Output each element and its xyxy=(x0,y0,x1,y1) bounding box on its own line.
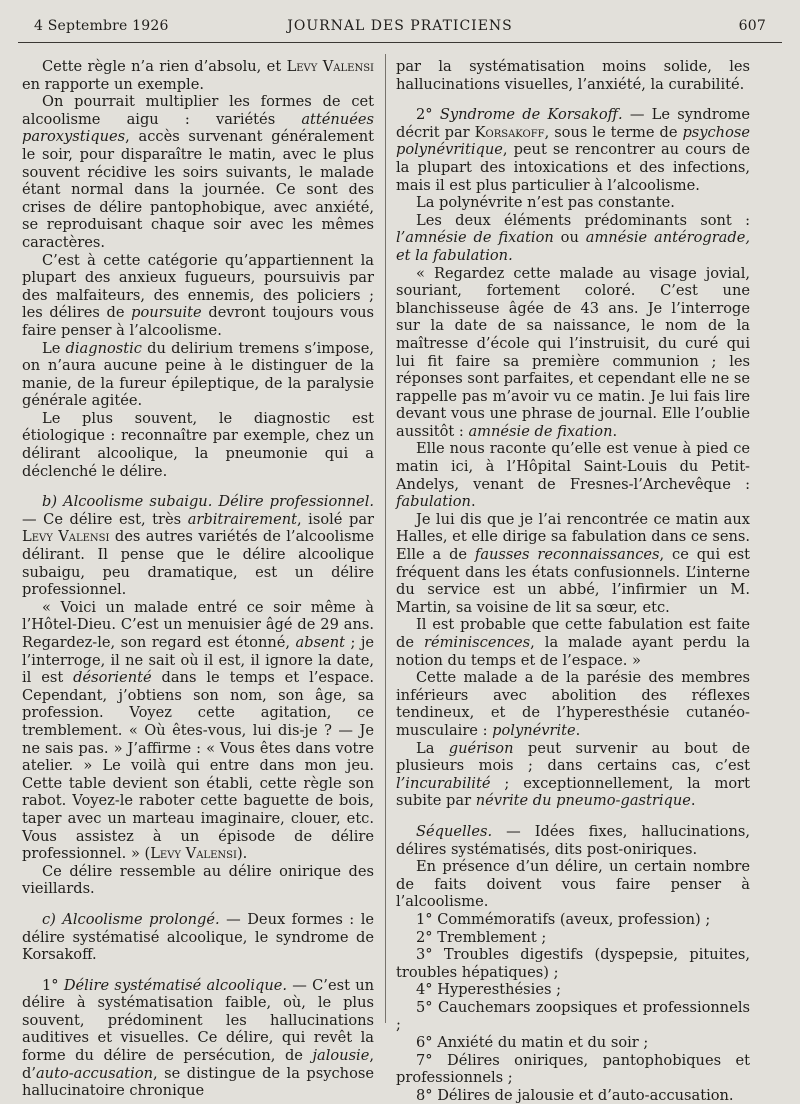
left-column xyxy=(22,58,375,1100)
journal-title: JOURNAL DES PRATICIENS xyxy=(287,18,513,34)
section-heading-paragraph: Séquelles. — Idées fixes, hallucinations, délires systématisés, dits post-oniriques. xyxy=(396,822,750,858)
paragraph: Je lui dis que je l’ai rencontrée ce matin aux Halles, et elle dirige sa fabulation dans ce sens. Elle a de fausses reconnaissances, ce qui est fréquent dans les états confusionnels. L’interne du service est un abbé, l’infirmier un M. Martin, sa voisine de lit sa sœur, etc. xyxy=(396,510,750,616)
paragraph: En présence d’un délire, un certain nombre de faits doivent vous faire penser à l’alcoolisme. xyxy=(396,858,750,911)
page-number: 607 xyxy=(738,18,766,34)
column-divider xyxy=(385,54,386,1023)
list-item: 6° Anxiété du matin et du soir ; xyxy=(416,1034,649,1052)
paragraph: On pourrait multiplier les formes de cet alcoolisme aigu : variétés atténuées paroxystiques, accès survenant généralement le soir, pour disparaître le matin, avec le plus souvent récidive les soirs suivants, le malade étant normal dans la journée. Ce sont des crises de délire pantophobique, avec anxiété, se reproduisant chaque soir avec les mêmes caractères. xyxy=(22,93,374,251)
section-heading: b) Alcoolisme subaigu. Délire professionnel. xyxy=(42,493,374,511)
list-item: 7° Délires oniriques, pantophobiques et professionnels ; xyxy=(396,1051,750,1087)
quotation-paragraph: « Regardez cette malade au visage jovial, souriant, fortement coloré. C’est une blanchisseuse âgée de 43 ans. Je l’interroge sur la date de sa naissance, le nom de la maîtresse d’école qui l’instruisit, du curé qui lui fit faire sa première communion ; les réponses sont parfaites, et cependant elle ne se rappelle pas m’avoir vu ce matin. Je lui fais lire devant vous une phrase de journal. Elle l’oublie aussitôt : amnésie de fixation. xyxy=(396,264,750,440)
paragraph: Elle nous raconte qu’elle est venue à pied ce matin ici, à l’Hôpital Saint-Louis du Petit-Andelys, venant de Fresnes-l’Archevêque : fabulation. xyxy=(396,440,750,511)
section-heading: c) Alcoolisme prolongé. xyxy=(42,910,220,928)
paragraph: Cette règle n’a rien d’absolu, et Levy Valensi en rapporte un exemple. xyxy=(22,58,374,93)
list-item: 5° Cauchemars zoopsiques et professionnels ; xyxy=(396,998,750,1034)
paragraph: Cette malade a de la parésie des membres inférieurs avec abolition des réflexes tendineux, et de l’hyperesthésie cutanéo-musculaire : polynévrite. xyxy=(396,669,750,739)
section-heading: Séquelles. xyxy=(416,822,493,840)
quotation-paragraph: « Voici un malade entré ce soir même à l’Hôtel-Dieu. C’est un menuisier âgé de 29 ans. Regardez-le, son regard est étonné, absent ; je l’interroge, il ne sait où il est, il ignore la date, il est désorienté dans le temps et l’espace. Cependant, j’obtiens son nom, son âge, sa profession. Voyez cette agitation, ce tremblement. « Où êtes-vous, lui dis-je ? — Je ne sais pas. » J’affirme : « Vous êtes dans votre atelier. » Le voilà qui entre dans mon jeu. Cette table devient son établi, cette règle son rabot. Voyez-le raboter cette baguette de bois, taper avec un marteau imaginaire, clouer, etc. Vous assistez à un épisode de délire professionnel. » (Levy Valensi). xyxy=(22,598,374,863)
paragraph: Le plus souvent, le diagnostic est étiologique : reconnaître par exemple, chez un délirant alcoolique, la pneumonie qui a déclenché le délire. xyxy=(22,409,374,480)
section-heading-paragraph: c) Alcoolisme prolongé. — Deux formes : le délire systématisé alcoolique, le syndrome de Korsakoff. xyxy=(22,910,374,964)
subsection-heading: Délire systématisé alcoolique. xyxy=(63,976,288,994)
list-item: 4° Hyperesthésies ; xyxy=(416,981,562,999)
paragraph: Il est probable que cette fabulation est faite de réminiscences, la malade ayant perdu la notion du temps et de l’espace. » xyxy=(396,616,751,669)
list-item: 3° Troubles digestifs (dyspepsie, pituites, troubles hépatiques) ; xyxy=(396,946,750,981)
subsection-paragraph: 1° Délire systématisé alcoolique. — C’est un délire à systématisation faible, où, le plus souvent, prédominent les hallucinations auditives et visuelles. Ce délire, qui revêt la forme du délire de persécution, de jalousie, d’auto-accusation, se distingue de la psychose hallucinatoire chronique xyxy=(22,976,374,1100)
subsection-paragraph: 2° Syndrome de Korsakoff. — Le syndrome décrit par Korsakoff, sous le terme de psychose polynévritique, peut se rencontrer au cours de la plupart des intoxications et des infections, mais il est plus particulier à l’alcoolisme. xyxy=(396,106,750,194)
list-item: 2° Tremblement ; xyxy=(416,928,547,946)
paragraph: par la systématisation moins solide, les hallucinations visuelles, l’anxiété, la curabilité. xyxy=(396,58,750,93)
paragraph: La polynévrite n’est pas constante. xyxy=(416,194,675,212)
paragraph: La guérison peut survenir au bout de plusieurs mois ; dans certains cas, c’est l’incurabilité ; exceptionnellement, la mort subite par névrite du pneumo-gastrique. xyxy=(396,739,750,810)
right-column xyxy=(396,58,751,1104)
list-item: 8° Délires de jalousie et d’auto-accusation. xyxy=(416,1086,734,1104)
running-header xyxy=(34,18,766,40)
paragraph: Les deux éléments prédominants sont : l’amnésie de fixation ou amnésie antérograde, et la fabulation. xyxy=(396,211,750,264)
issue-date: 4 Septembre 1926 xyxy=(34,18,169,34)
section-heading-paragraph: b) Alcoolisme subaigu. Délire professionnel. — Ce délire est, très arbitrairement, isolé par Levy Valensi des autres variétés de l’alcoolisme délirant. Il pense que le délire alcoolique subaigu, peu dramatique, est un délire professionnel. xyxy=(22,493,374,599)
paragraph: C’est à cette catégorie qu’appartiennent la plupart des anxieux fugueurs, poursuivis par des malfaiteurs, des ennemis, des policiers ; les délires de poursuite devront toujours vous faire penser à l’alcoolisme. xyxy=(22,251,375,339)
list-item: 1° Commémoratifs (aveux, profession) ; xyxy=(416,910,711,928)
paragraph: Ce délire ressemble au délire onirique des vieillards. xyxy=(22,862,374,898)
subsection-heading: Syndrome de Korsakoff. xyxy=(439,106,623,124)
header-rule xyxy=(18,42,782,43)
paragraph: Le diagnostic du delirium tremens s’impose, on n’aura aucune peine à le distinguer de la manie, de la fureur épileptique, de la paralysie générale agitée. xyxy=(22,339,374,410)
